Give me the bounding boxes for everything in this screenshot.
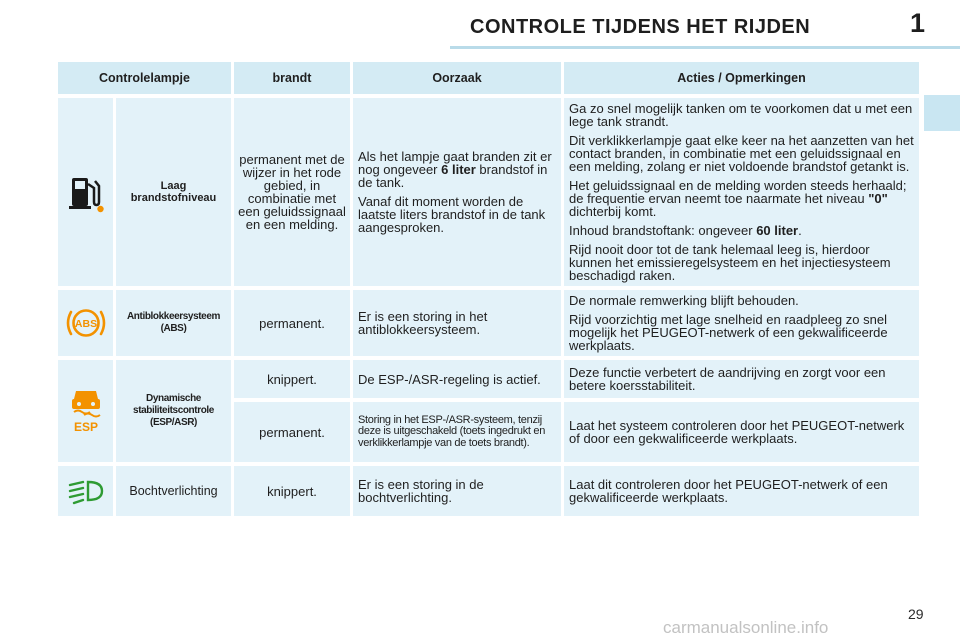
lamp-actions: Laat het systeem controleren door het PEUGEOT-netwerk of door een gekwalificeerde werkplaats. [564,402,919,462]
fuel-pump-icon [64,170,108,214]
lamp-actions: Deze functie verbetert de aandrijving en zorgt voor een betere koersstabiliteit. [564,360,919,398]
table-row [58,466,919,516]
svg-text:ABS: ABS [74,318,97,330]
lamp-icon-cell [58,360,113,462]
lamp-state: permanent met de wijzer in het rode gebied, in combinatie met een geluidssignaal en een melding. [234,98,350,286]
column-header-state: brandt [234,62,350,94]
table-row [58,98,919,286]
lamp-state: permanent. [234,290,350,356]
table-row [58,290,919,356]
column-header-cause: Oorzaak [353,62,561,94]
lamp-name: Antiblokkeersysteem (ABS) [116,290,231,356]
lamp-state: permanent. [234,402,350,462]
lamp-cause: Er is een storing in het antiblokkeersysteem. [353,290,561,356]
lamp-cause: De ESP-/ASR-regeling is actief. [353,360,561,398]
lamp-actions: Laat dit controleren door het PEUGEOT-netwerk of een gekwalificeerde werkplaats. [564,466,919,516]
column-header-lamp: Controlelampje [58,62,231,94]
page-title: CONTROLE TIJDENS HET RIJDEN [470,16,811,38]
lamp-actions: De normale remwerking blijft behouden. Rijd voorzichtig met lage snelheid en raadpleeg zo snel mogelijk het PEUGEOT-netwerk of een gekwalificeerde werkplaats. [564,290,919,356]
table-row [58,360,919,398]
page-number: 29 [908,606,924,622]
lamp-name: Bochtverlichting [116,466,231,516]
lamp-icon-cell [58,466,113,516]
esp-icon [66,387,106,435]
lamp-actions: Ga zo snel mogelijk tanken om te voorkomen dat u met een lege tank strandt. Dit verklikkerlampje gaat elke keer na het aanzetten van het contact branden, in combinatie met een geluidssignaal en een melding, zolang er niet voldoende brandstof getankt is. Het geluidssignaal en de melding worden steeds herhaald; de frequentie ervan neemt toe naarmate het niveau "0" dichterbij komt. Inhoud brandstoftank: ongeveer 60 liter. Rijd nooit door tot de tank helemaal leeg is, hierdoor kunnen het emissieregelsysteem en het injectiesysteem beschadigd raken. [564,98,919,286]
lamp-cause: Er is een storing in de bochtverlichting. [353,466,561,516]
watermark: carmanualsonline.info [663,618,829,637]
chapter-side-tab [924,95,960,131]
cornering-light-icon [66,476,106,506]
lamp-icon-cell [58,98,113,286]
table-header-row [58,62,919,94]
lamp-state: knippert. [234,360,350,398]
lamp-name: Dynamische stabiliteitscontrole (ESP/ASR) [116,360,231,462]
lamp-name: Laag brandstofniveau [116,98,231,286]
warning-lamps-table [58,62,919,516]
abs-icon [64,303,108,343]
header-divider [450,46,960,49]
lamp-cause: Als het lampje gaat branden zit er nog ongeveer 6 liter brandstof in de tank. Vanaf dit moment worden de laatste liters brandstof in de tank aangesproken. [353,98,561,286]
chapter-number: 1 [910,8,926,38]
lamp-state: knippert. [234,466,350,516]
lamp-cause: Storing in het ESP-/ASR-systeem, tenzij deze is uitgeschakeld (toets ingedrukt en verklikkerlampje van de toets brandt). [353,402,561,462]
svg-text:ESP: ESP [73,420,98,434]
lamp-icon-cell [58,290,113,356]
column-header-actions: Acties / Opmerkingen [564,62,919,94]
